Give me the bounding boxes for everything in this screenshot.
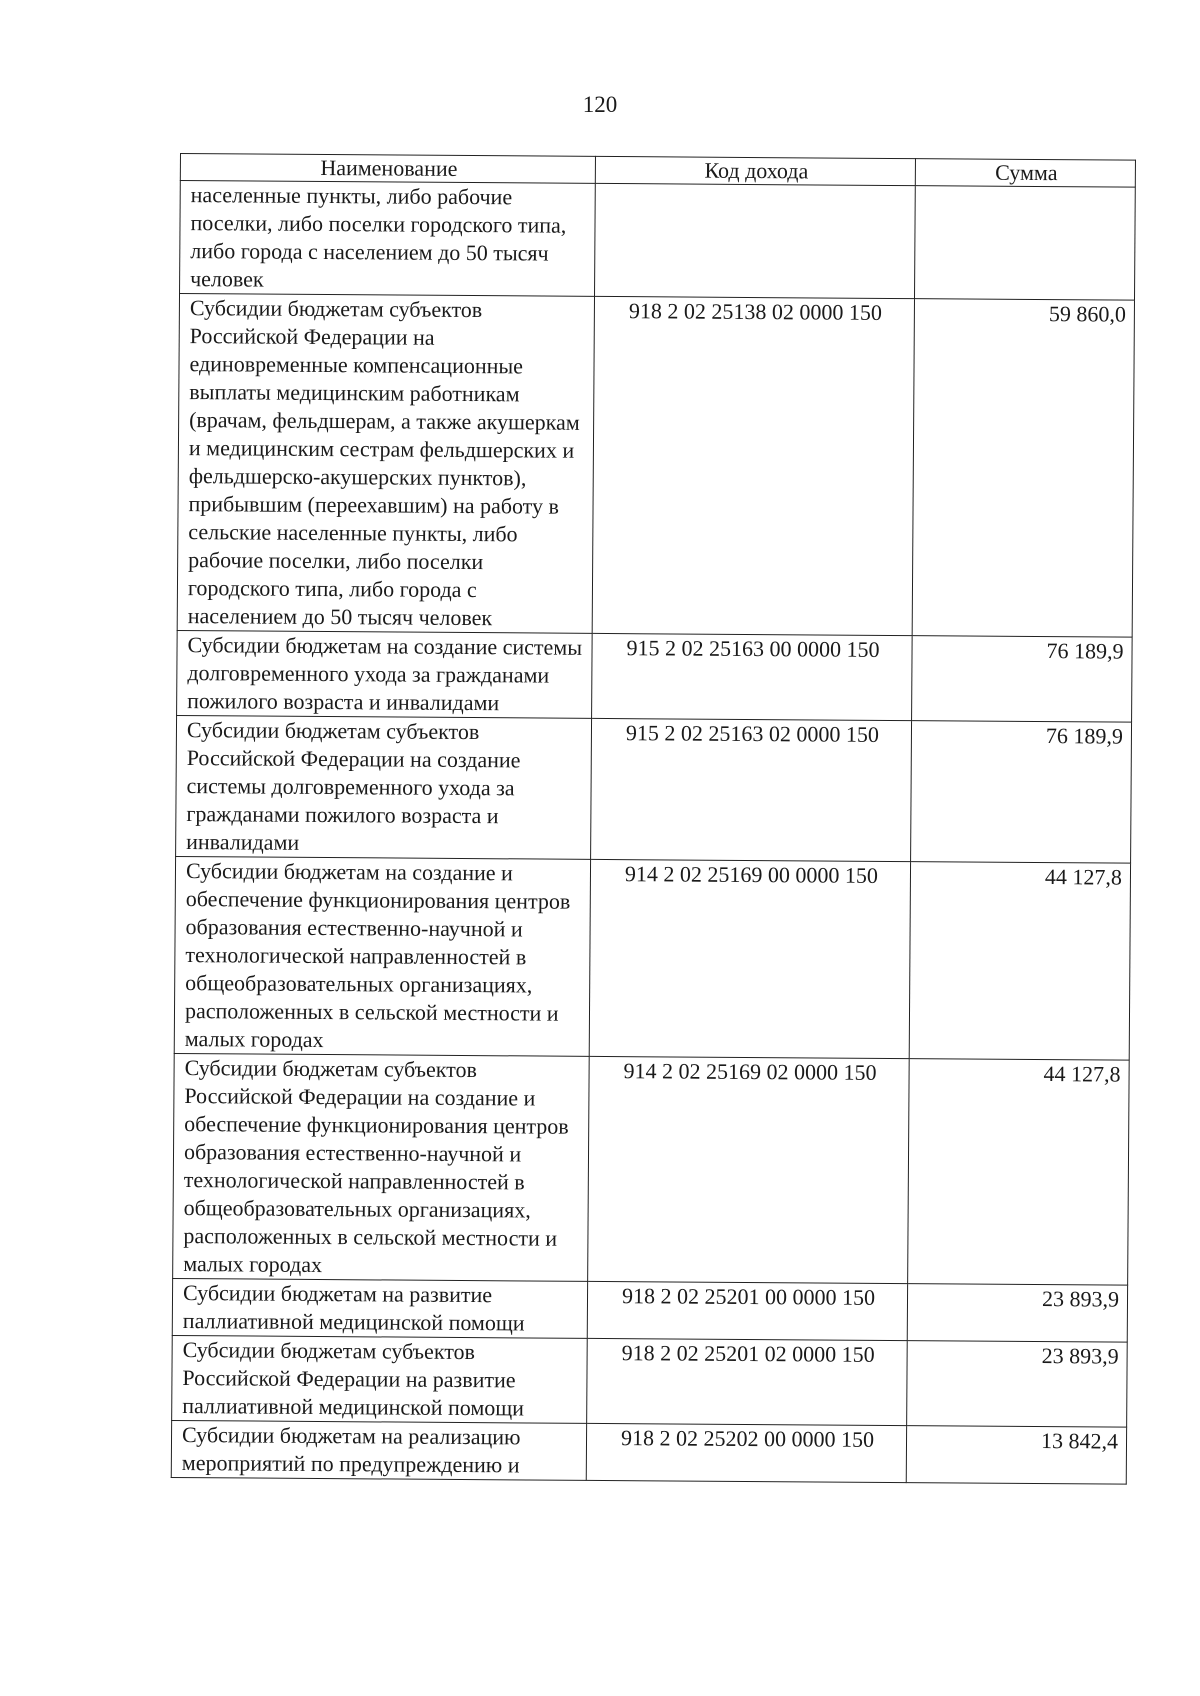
row-code: 918 2 02 25138 02 0000 150 (592, 296, 914, 635)
table-row (171, 1420, 1126, 1484)
header-sum: Сумма (915, 159, 1135, 188)
row-name: Субсидии бюджетам субъектов Российской Федерации на создание и обеспечение функционирования центров образования естественно-научной и технологической направленностей в общеобразовательных организациях, расположенных в сельской местности и малых городах (173, 1053, 590, 1281)
row-code (595, 183, 916, 298)
row-sum: 13 842,4 (906, 1426, 1126, 1485)
row-code: 918 2 02 25201 00 0000 150 (587, 1281, 907, 1340)
row-sum: 23 893,9 (907, 1284, 1127, 1343)
table-row (177, 294, 1134, 638)
row-sum: 23 893,9 (907, 1341, 1128, 1428)
row-code: 915 2 02 25163 00 0000 150 (592, 633, 913, 720)
row-sum: 76 189,9 (911, 721, 1132, 864)
header-name: Наименование (180, 154, 595, 184)
row-name: Субсидии бюджетам на создание и обеспечение функционирования центров образования естественно-научной и технологической направленностей в общеобразовательных организациях, расположенных в сельской местности и малых городах (174, 856, 590, 1056)
row-code: 915 2 02 25163 02 0000 150 (591, 718, 912, 861)
table-row (173, 1053, 1130, 1285)
row-sum: 44 127,8 (909, 862, 1130, 1061)
row-sum (915, 186, 1136, 301)
table-row (172, 1335, 1128, 1427)
page-number: 120 (582, 92, 618, 117)
table-row (172, 1278, 1127, 1342)
row-name: Субсидии бюджетам субъектов Российской Федерации на создание системы долговременного ухода за гражданами пожилого возраста и инвалидами (176, 715, 592, 859)
row-code: 918 2 02 25201 02 0000 150 (587, 1338, 908, 1425)
row-name: Субсидии бюджетам на создание системы долговременного ухода за гражданами пожилого возраста и инвалидами (177, 630, 593, 718)
row-name: Субсидии бюджетам на развитие паллиативной медицинской помощи (172, 1278, 587, 1338)
row-name: Субсидии бюджетам субъектов Российской Федерации на единовременные компенсационные выплаты медицинским работникам (врачам, фельдшерам, а также акушеркам и медицинским сестрам фельдшерских и фельдшерско-акушерских пунктов), прибывшим (переехавшим) на работу в сельские населенные пункты, либо рабочие поселки, либо поселки городского типа, либо города с населением до 50 тысяч человек (177, 294, 594, 634)
row-sum: 44 127,8 (908, 1059, 1130, 1286)
row-code: 914 2 02 25169 00 0000 150 (589, 859, 910, 1058)
row-sum: 59 860,0 (912, 299, 1134, 638)
revenue-table (171, 153, 1136, 1485)
row-name: населенные пункты, либо рабочие поселки, либо поселки городского типа, либо города с населением до 50 тысяч человек (180, 181, 596, 297)
table-row (180, 181, 1136, 301)
header-code: Код дохода (595, 156, 915, 185)
table-row (177, 630, 1133, 722)
table-row (174, 856, 1130, 1060)
row-code: 914 2 02 25169 02 0000 150 (588, 1056, 910, 1283)
row-name: Субсидии бюджетам на реализацию мероприятий по предупреждению и (171, 1420, 586, 1480)
table-row (176, 715, 1132, 863)
row-code: 918 2 02 25202 00 0000 150 (586, 1423, 906, 1482)
row-name: Субсидии бюджетам субъектов Российской Федерации на развитие паллиативной медицинской помощи (172, 1335, 588, 1423)
row-sum: 76 189,9 (912, 636, 1133, 723)
